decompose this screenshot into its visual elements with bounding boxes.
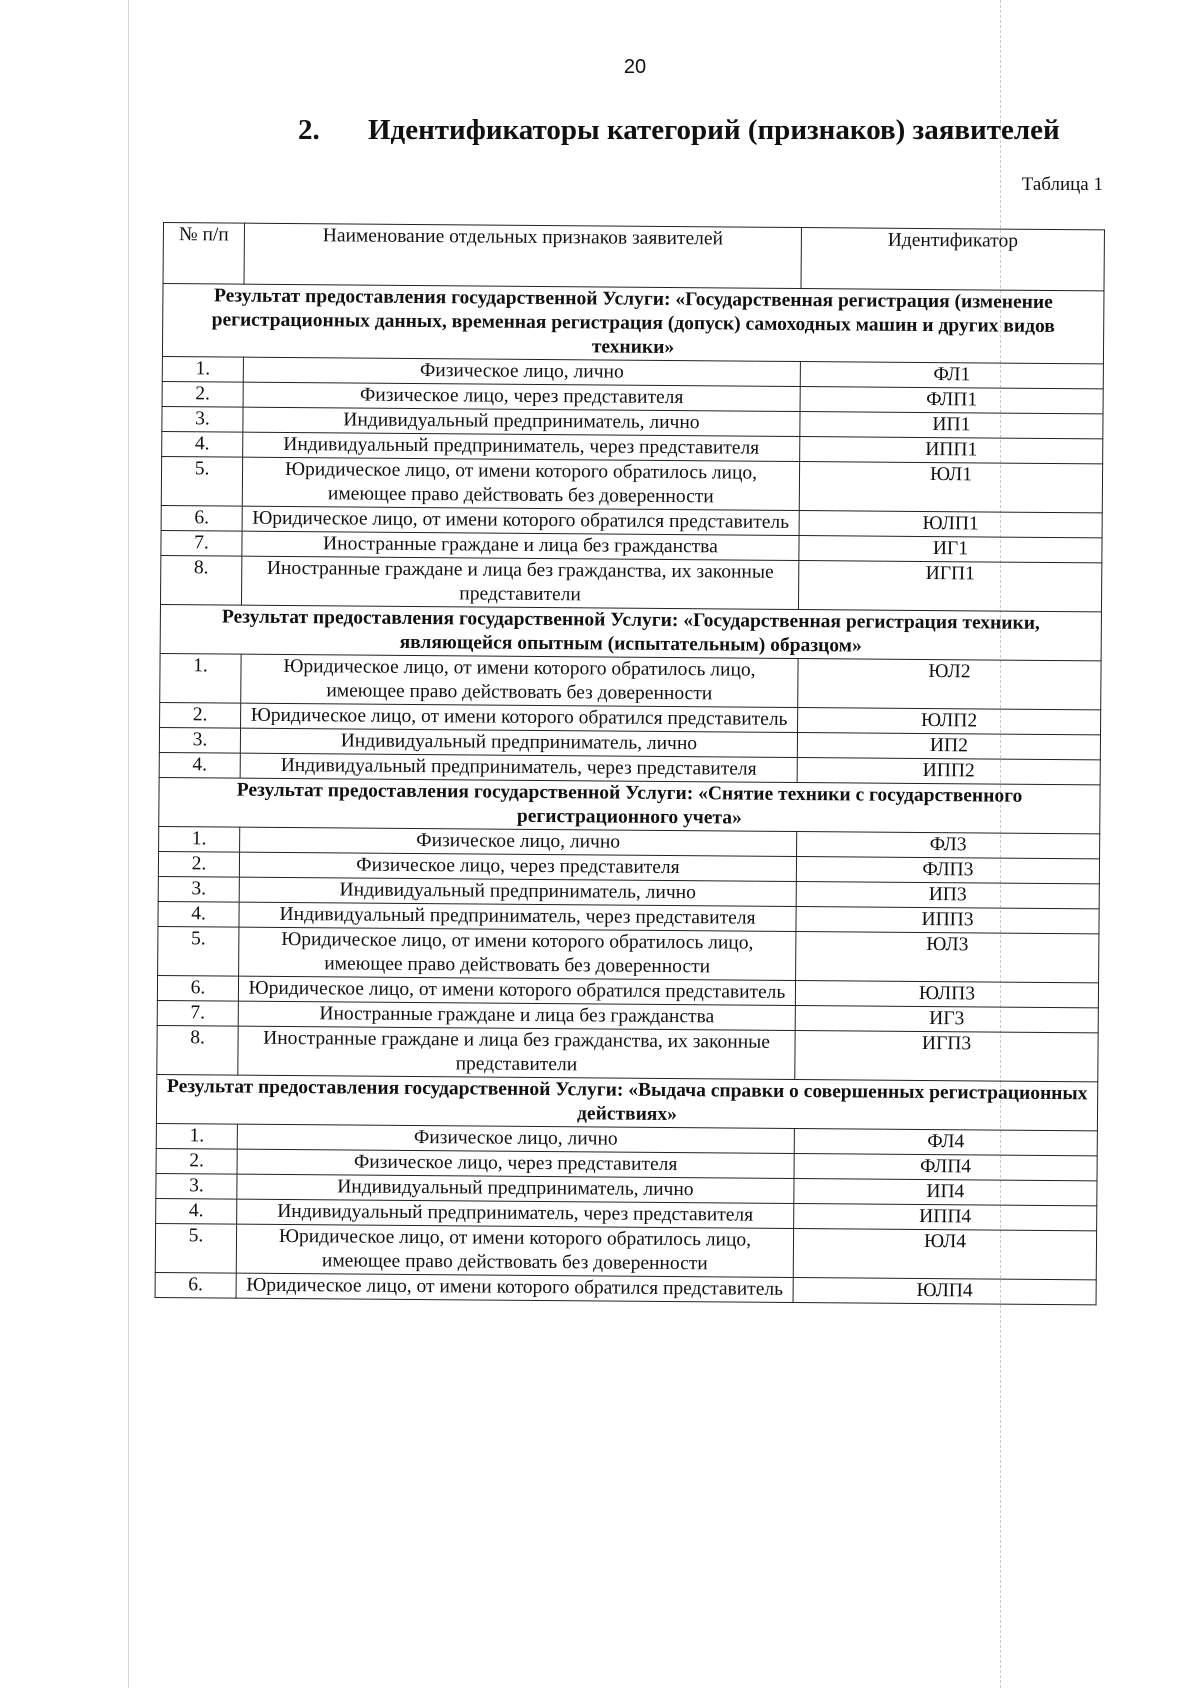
row-identifier-cell: ЮЛП4 bbox=[793, 1277, 1096, 1304]
row-identifier-cell: ИГ3 bbox=[795, 1005, 1098, 1032]
row-name-cell: Индивидуальный предприниматель, через представителя bbox=[237, 1199, 794, 1228]
row-number-cell: 2. bbox=[156, 1148, 237, 1174]
section-heading-title: Идентификаторы категорий (признаков) заявителей bbox=[368, 114, 1060, 146]
row-number-cell: 3. bbox=[162, 406, 243, 432]
row-identifier-cell: ФЛП4 bbox=[794, 1153, 1097, 1180]
row-name-cell: Индивидуальный предприниматель, через представителя bbox=[239, 902, 796, 931]
row-name-cell: Иностранные граждане и лица без гражданства bbox=[238, 1001, 795, 1030]
row-identifier-cell: ИГП1 bbox=[798, 561, 1101, 612]
row-number-cell: 6. bbox=[155, 1272, 236, 1298]
row-number-cell: 6. bbox=[161, 505, 242, 531]
section-title: Результат предоставления государственной Услуги: «Выдача справки о совершенных регистрационных действиях» bbox=[156, 1074, 1097, 1130]
header-id: Идентификатор bbox=[801, 228, 1104, 291]
row-number-cell: 2. bbox=[160, 702, 241, 728]
row-identifier-cell: ИП1 bbox=[800, 412, 1103, 439]
row-name-cell: Юридическое лицо, от имени которого обратилось лицо, имеющее право действовать без доверенности bbox=[239, 927, 796, 980]
table-row bbox=[158, 926, 1099, 982]
row-name-cell: Иностранные граждане и лица без гражданства bbox=[242, 531, 799, 560]
section-header-row bbox=[159, 777, 1100, 833]
table-row bbox=[160, 555, 1101, 611]
row-identifier-cell: ИГ1 bbox=[799, 536, 1102, 563]
row-number-cell: 4. bbox=[159, 752, 240, 778]
row-number-cell: 1. bbox=[159, 826, 240, 852]
row-name-cell: Индивидуальный предприниматель, лично bbox=[239, 877, 796, 906]
row-number-cell: 4. bbox=[156, 1198, 237, 1224]
row-number-cell: 8. bbox=[157, 1025, 238, 1075]
row-number-cell: 4. bbox=[162, 431, 243, 457]
row-identifier-cell: ФЛП1 bbox=[800, 387, 1103, 414]
section-heading bbox=[298, 114, 1060, 147]
row-identifier-cell: ЮЛП1 bbox=[799, 511, 1102, 538]
row-number-cell: 3. bbox=[159, 727, 240, 753]
row-number-cell: 1. bbox=[162, 356, 243, 382]
row-identifier-cell: ЮЛ3 bbox=[796, 931, 1099, 982]
row-name-cell: Физическое лицо, лично bbox=[243, 357, 800, 386]
section-title: Результат предоставления государственной Услуги: «Государственная регистрация техники, являющейся опытным (испытательным) образцом» bbox=[160, 604, 1101, 660]
row-identifier-cell: ФЛП3 bbox=[796, 856, 1099, 883]
row-number-cell: 3. bbox=[158, 876, 239, 902]
row-name-cell: Иностранные граждане и лица без гражданства, их законные представители bbox=[238, 1026, 795, 1079]
row-identifier-cell: ИГП3 bbox=[795, 1030, 1098, 1081]
row-number-cell: 1. bbox=[160, 653, 241, 703]
row-identifier-cell: ФЛ1 bbox=[800, 362, 1103, 389]
row-identifier-cell: ФЛ4 bbox=[794, 1128, 1097, 1155]
row-identifier-cell: ЮЛП3 bbox=[795, 980, 1098, 1007]
row-identifier-cell: ФЛ3 bbox=[797, 831, 1100, 858]
row-name-cell: Индивидуальный предприниматель, лично bbox=[243, 407, 800, 436]
table-caption: Таблица 1 bbox=[1021, 174, 1103, 195]
table-body bbox=[155, 284, 1104, 1305]
section-heading-number: 2. bbox=[298, 114, 320, 146]
row-name-cell: Индивидуальный предприниматель, через представителя bbox=[243, 432, 800, 461]
row-number-cell: 2. bbox=[162, 381, 243, 407]
row-name-cell: Индивидуальный предприниматель, лично bbox=[237, 1174, 794, 1203]
row-name-cell: Индивидуальный предприниматель, через представителя bbox=[240, 753, 797, 782]
section-title: Результат предоставления государственной Услуги: «Снятие техники с государственного регистрационного учета» bbox=[159, 777, 1100, 833]
row-number-cell: 1. bbox=[156, 1123, 237, 1149]
row-name-cell: Физическое лицо, через представителя bbox=[237, 1149, 794, 1178]
row-number-cell: 5. bbox=[155, 1223, 236, 1273]
row-identifier-cell: ЮЛ1 bbox=[799, 462, 1102, 513]
row-name-cell: Юридическое лицо, от имени которого обратился представитель bbox=[242, 506, 799, 535]
row-name-cell: Физическое лицо, лично bbox=[237, 1124, 794, 1153]
row-name-cell: Юридическое лицо, от имени которого обратился представитель bbox=[238, 976, 795, 1005]
row-identifier-cell: ЮЛП2 bbox=[798, 707, 1101, 734]
row-number-cell: 2. bbox=[158, 851, 239, 877]
header-name: Наименование отдельных признаков заявителей bbox=[244, 223, 801, 288]
row-name-cell: Юридическое лицо, от имени которого обратилось лицо, имеющее право действовать без доверенности bbox=[236, 1224, 793, 1277]
section-header-row bbox=[160, 604, 1101, 660]
table-row bbox=[155, 1223, 1096, 1279]
scan-artifact-line-left bbox=[128, 0, 129, 1688]
page-number: 20 bbox=[623, 56, 647, 78]
row-identifier-cell: ИПП1 bbox=[800, 437, 1103, 464]
section-title: Результат предоставления государственной Услуги: «Государственная регистрация (изменение регистрационных данных, временная регистрация (допуск) самоходных машин и других видов техники» bbox=[162, 284, 1104, 364]
row-name-cell: Физическое лицо, через представителя bbox=[243, 382, 800, 411]
row-name-cell: Физическое лицо, лично bbox=[240, 827, 797, 856]
table-header-row bbox=[163, 223, 1104, 291]
row-number-cell: 5. bbox=[161, 456, 242, 506]
row-name-cell: Индивидуальный предприниматель, лично bbox=[240, 728, 797, 757]
table-row bbox=[157, 1025, 1098, 1081]
section-header-row bbox=[156, 1074, 1097, 1130]
row-identifier-cell: ИП4 bbox=[794, 1178, 1097, 1205]
row-number-cell: 5. bbox=[158, 926, 239, 976]
row-number-cell: 4. bbox=[158, 901, 239, 927]
row-identifier-cell: ИПП2 bbox=[797, 757, 1100, 784]
row-identifier-cell: ИПП4 bbox=[794, 1203, 1097, 1230]
table-row bbox=[160, 653, 1101, 709]
identifiers-table bbox=[155, 222, 1105, 1305]
row-number-cell: 7. bbox=[161, 530, 242, 556]
row-number-cell: 6. bbox=[157, 975, 238, 1001]
row-identifier-cell: ЮЛ4 bbox=[793, 1228, 1096, 1279]
row-identifier-cell: ИП2 bbox=[797, 732, 1100, 759]
row-name-cell: Юридическое лицо, от имени которого обратилось лицо, имеющее право действовать без доверенности bbox=[242, 457, 799, 510]
header-num: № п/п bbox=[163, 223, 244, 285]
row-number-cell: 8. bbox=[160, 555, 241, 605]
row-identifier-cell: ЮЛ2 bbox=[798, 659, 1101, 710]
row-name-cell: Иностранные граждане и лица без гражданства, их законные представители bbox=[241, 556, 798, 609]
row-number-cell: 7. bbox=[157, 1000, 238, 1026]
table-row bbox=[161, 456, 1102, 512]
row-number-cell: 3. bbox=[156, 1173, 237, 1199]
row-name-cell: Юридическое лицо, от имени которого обратился представитель bbox=[241, 703, 798, 732]
row-name-cell: Юридическое лицо, от имени которого обратился представитель bbox=[236, 1273, 793, 1302]
row-name-cell: Физическое лицо, через представителя bbox=[239, 852, 796, 881]
section-header-row bbox=[162, 284, 1104, 364]
row-name-cell: Юридическое лицо, от имени которого обратилось лицо, имеющее право действовать без доверенности bbox=[241, 654, 798, 707]
row-identifier-cell: ИП3 bbox=[796, 881, 1099, 908]
row-identifier-cell: ИПП3 bbox=[796, 906, 1099, 933]
